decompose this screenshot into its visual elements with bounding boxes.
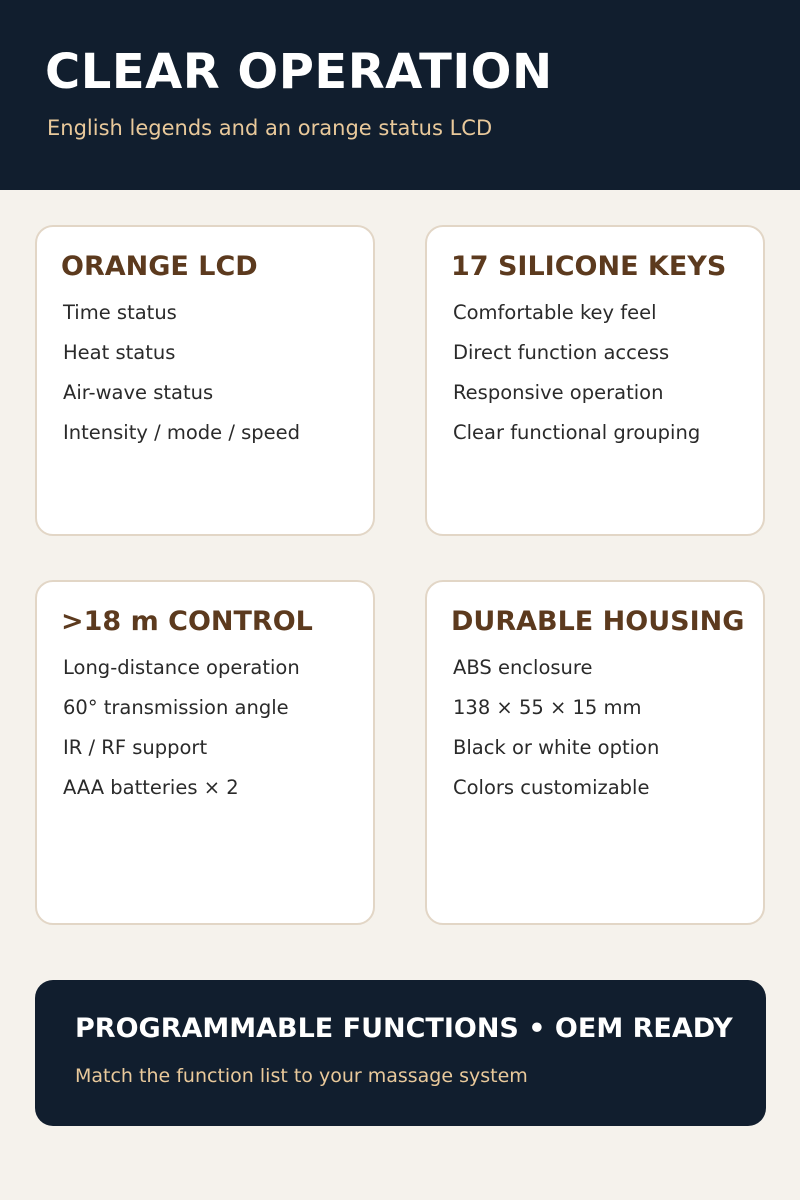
feature-item: Heat status: [63, 341, 176, 364]
feature-item: Time status: [63, 301, 177, 324]
feature-item: Long-distance operation: [63, 656, 300, 679]
feature-item: Intensity / mode / speed: [63, 421, 301, 444]
feature-card-silicone-keys: [425, 225, 765, 536]
page-subtitle: English legends and an orange status LCD: [47, 116, 493, 140]
feature-item: 60° transmission angle: [63, 696, 289, 719]
card-title: ORANGE LCD: [61, 251, 258, 282]
feature-list: [451, 648, 739, 808]
feature-item: Comfortable key feel: [453, 301, 657, 324]
card-title: 17 SILICONE KEYS: [451, 251, 727, 282]
feature-card-orange-lcd: [35, 225, 375, 536]
card-title: DURABLE HOUSING: [451, 606, 745, 637]
feature-item: Responsive operation: [453, 381, 664, 404]
card-title: >18 m CONTROL: [61, 606, 313, 637]
feature-item: Colors customizable: [453, 776, 650, 799]
feature-list: [61, 293, 349, 453]
feature-card-durable-housing: [425, 580, 765, 925]
feature-item: Clear functional grouping: [453, 421, 701, 444]
feature-card-control-range: [35, 580, 375, 925]
page-title: CLEAR OPERATION: [45, 44, 553, 100]
feature-item: IR / RF support: [63, 736, 208, 759]
feature-item: Air-wave status: [63, 381, 214, 404]
header-section: [0, 0, 800, 190]
banner-subtitle: Match the function list to your massage system: [75, 1065, 528, 1087]
banner-title: PROGRAMMABLE FUNCTIONS • OEM READY: [75, 1013, 733, 1044]
feature-list: [451, 293, 739, 453]
feature-item: Direct function access: [453, 341, 670, 364]
feature-item: Black or white option: [453, 736, 660, 759]
feature-item: AAA batteries × 2: [63, 776, 239, 799]
feature-item: ABS enclosure: [453, 656, 593, 679]
oem-banner: [35, 980, 766, 1126]
feature-item: 138 × 55 × 15 mm: [453, 696, 642, 719]
feature-list: [61, 648, 349, 808]
